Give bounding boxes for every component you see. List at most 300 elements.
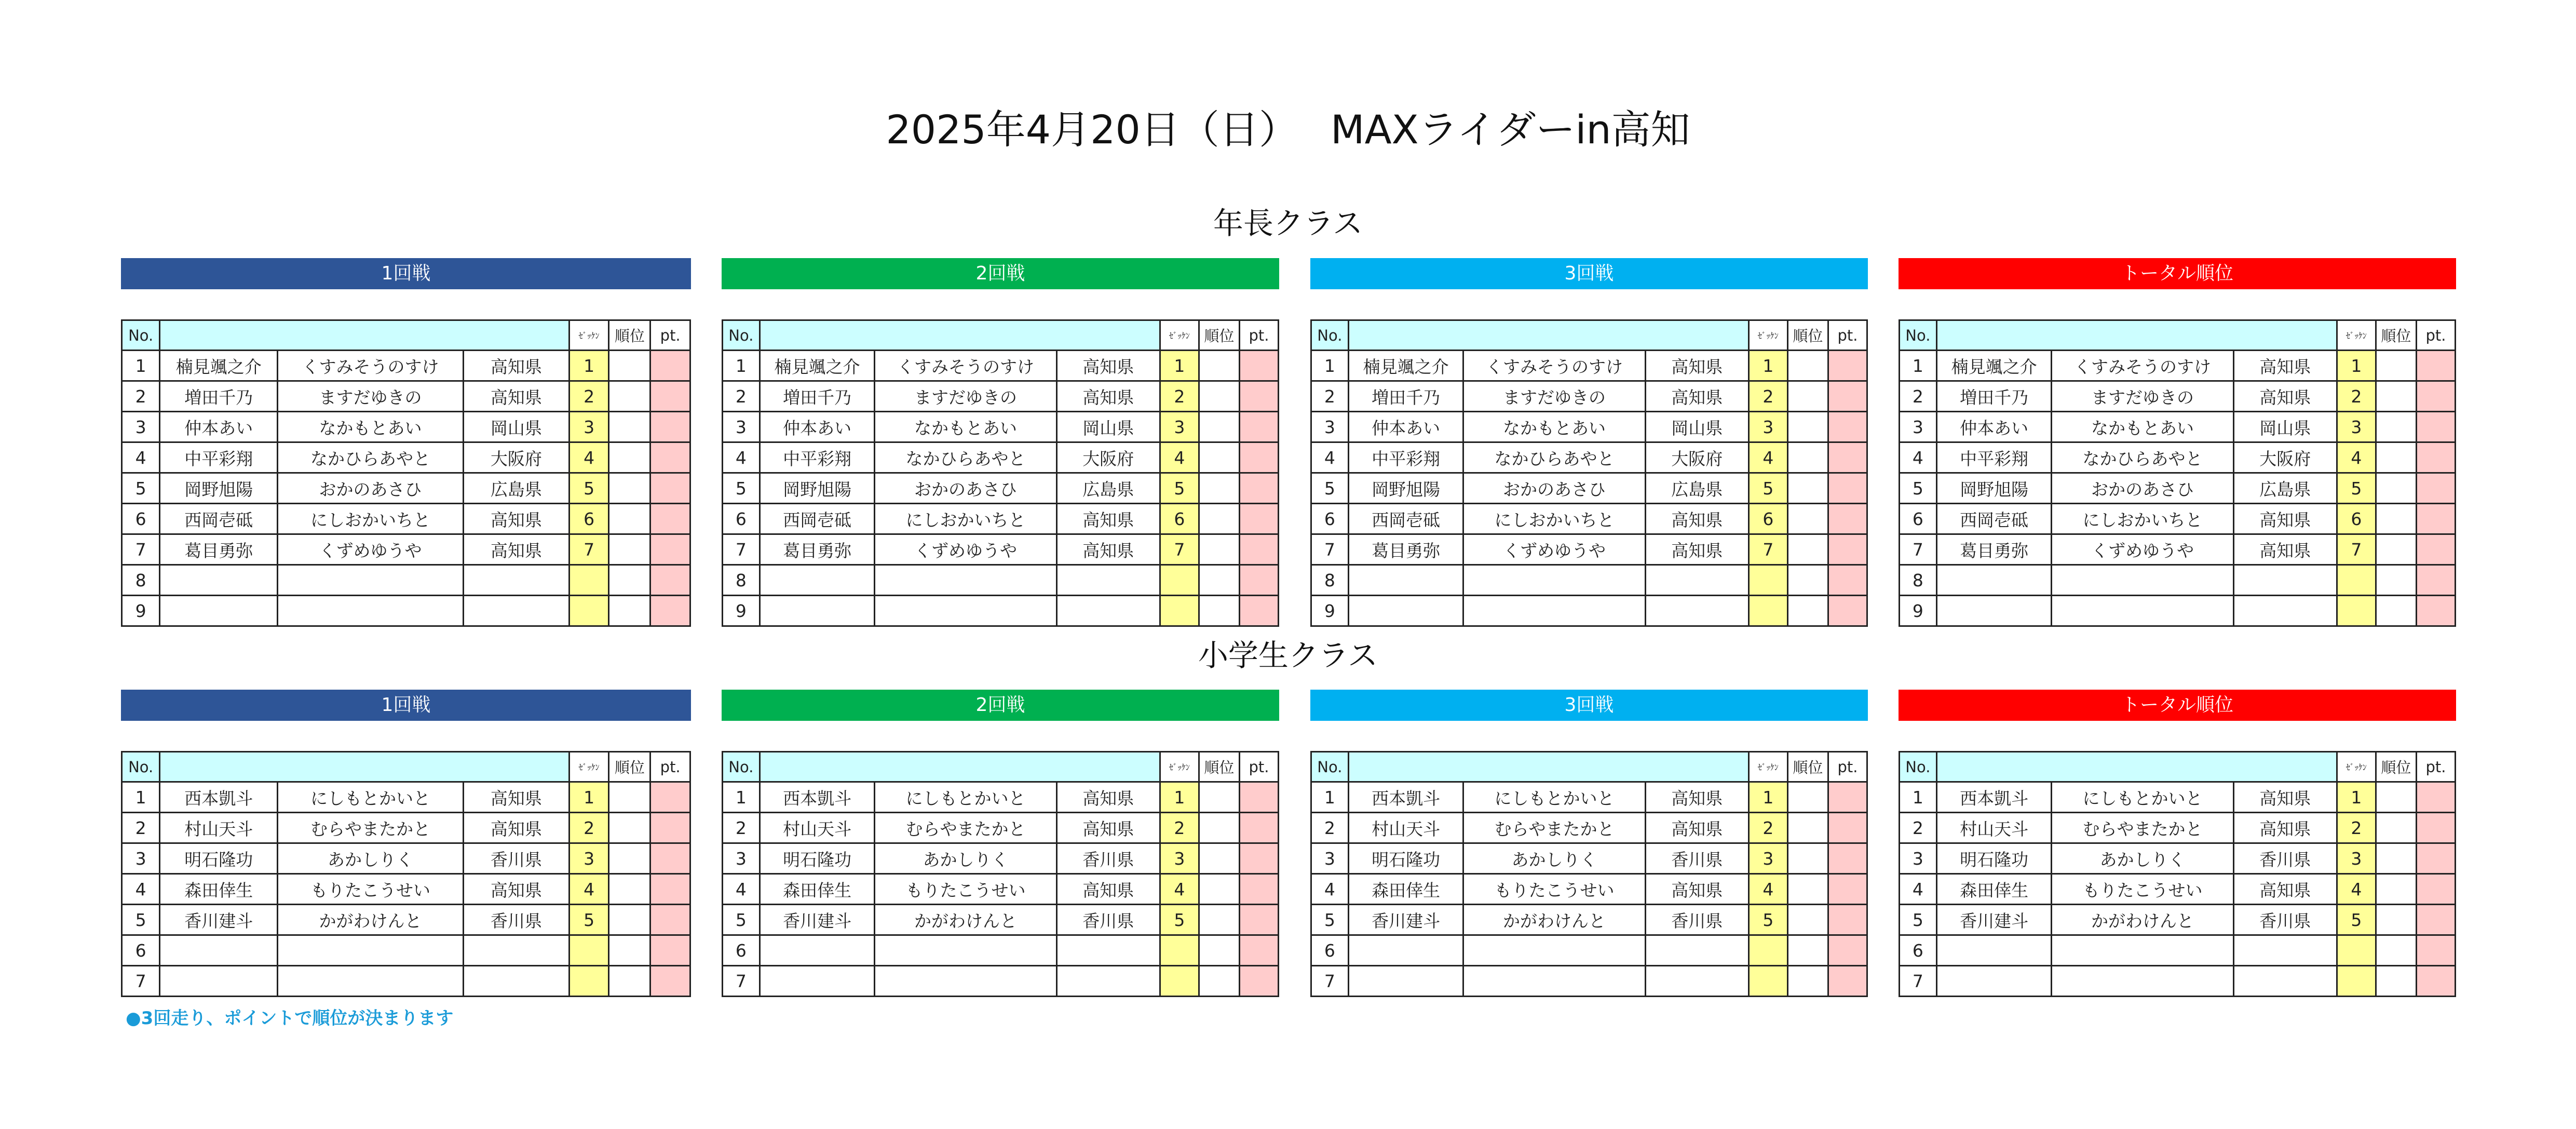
rider-rank [1199, 473, 1239, 504]
rider-kana: むらやまたかと [875, 813, 1056, 843]
rider-zekken: 4 [1748, 442, 1787, 473]
rider-rank [1787, 935, 1828, 966]
rider-name: 岡野旭陽 [1348, 473, 1463, 504]
table-row [723, 966, 1279, 997]
rider-no: 8 [1900, 565, 1937, 596]
panel-round2 [722, 690, 1279, 991]
rider-points [1828, 843, 1867, 874]
rider-prefecture: 高知県 [464, 782, 570, 813]
rider-points [650, 351, 690, 381]
table-row [1311, 534, 1867, 565]
rider-prefecture: 高知県 [464, 874, 570, 905]
rider-name: 明石隆功 [160, 843, 278, 874]
rider-points [650, 381, 690, 412]
header-pt: pt. [1828, 320, 1867, 351]
rider-zekken: 5 [1160, 905, 1199, 935]
rider-rank [1787, 596, 1828, 626]
rider-no: 1 [1311, 351, 1349, 381]
table-row [723, 412, 1279, 442]
rider-points [650, 473, 690, 504]
panel-round2 [722, 258, 1279, 621]
rider-zekken: 3 [569, 412, 609, 442]
header-name [160, 752, 569, 782]
rider-zekken: 1 [1748, 782, 1787, 813]
rider-prefecture: 高知県 [2233, 813, 2337, 843]
rider-no: 4 [723, 874, 760, 905]
table-row [1311, 813, 1867, 843]
header-rank: 順位 [1199, 752, 1239, 782]
rider-zekken: 4 [1160, 442, 1199, 473]
rider-kana: くすみそうのすけ [1463, 351, 1645, 381]
rider-prefecture: 高知県 [1645, 381, 1748, 412]
rider-kana: なかひらあやと [2052, 442, 2233, 473]
rider-zekken: 2 [1160, 813, 1199, 843]
rider-kana [875, 596, 1056, 626]
table-row [1311, 351, 1867, 381]
rider-points [1828, 874, 1867, 905]
panel-round3 [1310, 258, 1868, 621]
rider-name [1348, 565, 1463, 596]
rider-rank [1199, 905, 1239, 935]
rider-prefecture: 高知県 [1056, 504, 1160, 534]
round-header: トータル順位 [1899, 690, 2456, 721]
rider-points [2416, 966, 2455, 997]
rider-prefecture: 香川県 [1645, 843, 1748, 874]
rider-points [1239, 782, 1278, 813]
rider-kana: にしもとかいと [2052, 782, 2233, 813]
rider-name: 葛目勇弥 [1348, 534, 1463, 565]
rider-rank [2376, 596, 2416, 626]
rider-zekken: 2 [1160, 381, 1199, 412]
rider-points [1828, 351, 1867, 381]
rider-no: 2 [723, 813, 760, 843]
rider-rank [1787, 351, 1828, 381]
rider-zekken: 5 [1748, 473, 1787, 504]
header-no: No. [1311, 752, 1349, 782]
rider-kana: くずめゆうや [278, 534, 464, 565]
rider-rank [609, 473, 650, 504]
rider-no: 9 [122, 596, 160, 626]
rider-points [1239, 412, 1278, 442]
rider-rank [1787, 874, 1828, 905]
panel-round1 [121, 258, 691, 621]
results-table [1899, 319, 2456, 627]
rider-rank [2376, 381, 2416, 412]
rider-points [1239, 596, 1278, 626]
rider-points [650, 534, 690, 565]
rider-name: 西岡壱砥 [1936, 504, 2052, 534]
rider-kana: かがわけんと [2052, 905, 2233, 935]
rider-points [1828, 565, 1867, 596]
rider-no: 6 [122, 935, 160, 966]
rider-rank [2376, 442, 2416, 473]
rider-points [1239, 935, 1278, 966]
rider-name: 増田千乃 [1936, 381, 2052, 412]
rider-kana: かがわけんと [278, 905, 464, 935]
rider-zekken [2337, 966, 2376, 997]
rider-no: 7 [1311, 534, 1349, 565]
rider-name: 香川建斗 [760, 905, 875, 935]
rider-rank [609, 843, 650, 874]
rider-name [160, 966, 278, 997]
rider-prefecture [2233, 966, 2337, 997]
rider-kana [2052, 935, 2233, 966]
rider-no: 6 [1311, 935, 1349, 966]
rider-rank [1787, 442, 1828, 473]
table-row [122, 813, 690, 843]
rider-kana: くずめゆうや [1463, 534, 1645, 565]
rider-no: 9 [1900, 596, 1937, 626]
rider-no: 7 [1311, 966, 1349, 997]
rider-kana [278, 596, 464, 626]
rider-zekken: 2 [2337, 813, 2376, 843]
rider-prefecture [1056, 596, 1160, 626]
rider-no: 5 [723, 905, 760, 935]
header-zekken: ｾﾞｯｹﾝ [569, 752, 609, 782]
rider-kana: くすみそうのすけ [278, 351, 464, 381]
rider-points [1828, 813, 1867, 843]
results-table [1899, 751, 2456, 997]
rider-prefecture: 高知県 [2233, 534, 2337, 565]
results-table [722, 751, 1279, 997]
rider-points [2416, 905, 2455, 935]
rider-no: 9 [723, 596, 760, 626]
rider-no: 1 [1900, 782, 1937, 813]
rider-kana: ますだゆきの [875, 381, 1056, 412]
rider-rank [1199, 381, 1239, 412]
table-row [1900, 905, 2456, 935]
rider-points [1239, 966, 1278, 997]
rider-prefecture: 高知県 [1645, 813, 1748, 843]
rider-rank [2376, 534, 2416, 565]
rider-zekken: 3 [1160, 843, 1199, 874]
rider-name: 仲本あい [1936, 412, 2052, 442]
rider-prefecture: 高知県 [464, 351, 570, 381]
rider-prefecture [2233, 935, 2337, 966]
rider-zekken: 4 [1748, 874, 1787, 905]
rider-zekken: 3 [1160, 412, 1199, 442]
rider-rank [609, 935, 650, 966]
rider-points [1828, 596, 1867, 626]
header-zekken: ｾﾞｯｹﾝ [2337, 752, 2376, 782]
rider-no: 7 [1900, 966, 1937, 997]
rider-prefecture: 高知県 [464, 381, 570, 412]
rider-kana: おかのあさひ [875, 473, 1056, 504]
table-row [1900, 504, 2456, 534]
rider-name: 村山天斗 [160, 813, 278, 843]
rider-zekken: 5 [2337, 905, 2376, 935]
table-row [1311, 381, 1867, 412]
table-row [1900, 874, 2456, 905]
rider-zekken: 7 [1160, 534, 1199, 565]
rider-prefecture: 高知県 [1056, 351, 1160, 381]
table-row [1900, 782, 2456, 813]
rider-kana: ますだゆきの [2052, 381, 2233, 412]
rider-name [1936, 966, 2052, 997]
rider-zekken: 5 [2337, 473, 2376, 504]
rider-name: 明石隆功 [760, 843, 875, 874]
table-row [122, 473, 690, 504]
rider-kana [278, 565, 464, 596]
rider-zekken: 6 [1160, 504, 1199, 534]
rider-zekken: 1 [1748, 351, 1787, 381]
rider-no: 1 [723, 351, 760, 381]
rider-kana: ますだゆきの [278, 381, 464, 412]
header-no: No. [1311, 320, 1349, 351]
rider-name: 西本凱斗 [1936, 782, 2052, 813]
rider-prefecture: 広島県 [1645, 473, 1748, 504]
rider-points [650, 905, 690, 935]
rider-points [2416, 843, 2455, 874]
rider-points [1239, 381, 1278, 412]
rider-zekken [1748, 935, 1787, 966]
rider-rank [609, 381, 650, 412]
table-row [1311, 412, 1867, 442]
table-row [723, 905, 1279, 935]
rider-name: 中平彩翔 [760, 442, 875, 473]
rider-rank [2376, 874, 2416, 905]
rider-points [1239, 874, 1278, 905]
rider-name: 中平彩翔 [160, 442, 278, 473]
rider-prefecture: 香川県 [2233, 843, 2337, 874]
rider-points [650, 442, 690, 473]
table-row [1311, 874, 1867, 905]
rider-prefecture: 岡山県 [1056, 412, 1160, 442]
rider-rank [1199, 813, 1239, 843]
rider-rank [609, 351, 650, 381]
table-row [122, 596, 690, 626]
rider-points [1239, 905, 1278, 935]
panel-total [1899, 690, 2456, 991]
rider-no: 7 [723, 966, 760, 997]
rider-no: 4 [1311, 442, 1349, 473]
rider-prefecture [2233, 596, 2337, 626]
rider-no: 6 [122, 504, 160, 534]
rider-prefecture: 岡山県 [2233, 412, 2337, 442]
rider-kana: おかのあさひ [2052, 473, 2233, 504]
rider-prefecture: 香川県 [464, 905, 570, 935]
rider-kana: もりたこうせい [278, 874, 464, 905]
rider-kana: くずめゆうや [875, 534, 1056, 565]
rider-rank [1199, 596, 1239, 626]
rider-zekken [1748, 966, 1787, 997]
rider-name [160, 596, 278, 626]
rider-name [760, 565, 875, 596]
table-row [723, 935, 1279, 966]
table-row [1311, 442, 1867, 473]
rider-no: 3 [723, 412, 760, 442]
rider-rank [1787, 473, 1828, 504]
rider-kana: かがわけんと [1463, 905, 1645, 935]
table-row [1311, 843, 1867, 874]
rider-prefecture: 広島県 [2233, 473, 2337, 504]
rider-prefecture [464, 935, 570, 966]
rider-name [1348, 966, 1463, 997]
table-row [122, 565, 690, 596]
round-header: 3回戦 [1310, 258, 1868, 289]
rider-rank [609, 412, 650, 442]
header-zekken: ｾﾞｯｹﾝ [1748, 752, 1787, 782]
rider-name: 楠見颯之介 [1936, 351, 2052, 381]
header-pt: pt. [650, 752, 690, 782]
rider-kana [875, 966, 1056, 997]
table-row [122, 782, 690, 813]
results-table [722, 319, 1279, 627]
header-pt: pt. [2416, 320, 2455, 351]
rider-rank [1199, 412, 1239, 442]
rider-kana: もりたこうせい [1463, 874, 1645, 905]
rider-points [1828, 442, 1867, 473]
rider-no: 5 [1900, 473, 1937, 504]
rider-rank [1787, 966, 1828, 997]
table-row [1900, 966, 2456, 997]
round-header: 1回戦 [121, 690, 691, 721]
rider-zekken: 1 [569, 782, 609, 813]
rider-no: 2 [723, 381, 760, 412]
rider-zekken: 3 [2337, 412, 2376, 442]
rider-name: 葛目勇弥 [1936, 534, 2052, 565]
rider-name: 村山天斗 [760, 813, 875, 843]
rider-points [650, 966, 690, 997]
rider-rank [1787, 813, 1828, 843]
rider-zekken: 5 [1748, 905, 1787, 935]
rider-name: 岡野旭陽 [160, 473, 278, 504]
rider-prefecture [1056, 565, 1160, 596]
rider-prefecture: 広島県 [1056, 473, 1160, 504]
rider-name: 西本凱斗 [760, 782, 875, 813]
rider-prefecture: 高知県 [2233, 874, 2337, 905]
table-row [122, 412, 690, 442]
rider-kana: もりたこうせい [875, 874, 1056, 905]
rider-no: 7 [723, 534, 760, 565]
rider-zekken [569, 935, 609, 966]
rider-no: 9 [1311, 596, 1349, 626]
rider-zekken: 2 [2337, 381, 2376, 412]
rider-rank [1787, 905, 1828, 935]
rider-kana [278, 935, 464, 966]
panel-total [1899, 258, 2456, 621]
table-row [723, 813, 1279, 843]
panel-round1 [121, 690, 691, 991]
rider-points [2416, 782, 2455, 813]
rider-rank [1199, 782, 1239, 813]
rider-kana: なかもとあい [278, 412, 464, 442]
rider-name: 森田倖生 [760, 874, 875, 905]
rider-name: 村山天斗 [1936, 813, 2052, 843]
rider-no: 1 [122, 782, 160, 813]
rider-points [2416, 412, 2455, 442]
rider-points [2416, 381, 2455, 412]
rider-zekken [1160, 565, 1199, 596]
rider-points [1239, 565, 1278, 596]
rider-prefecture: 高知県 [1645, 351, 1748, 381]
header-pt: pt. [1828, 752, 1867, 782]
rider-no: 5 [1311, 905, 1349, 935]
rider-kana: おかのあさひ [1463, 473, 1645, 504]
rider-prefecture: 高知県 [1645, 874, 1748, 905]
rider-kana: なかひらあやと [278, 442, 464, 473]
rider-prefecture: 香川県 [464, 843, 570, 874]
rider-prefecture: 香川県 [1645, 905, 1748, 935]
rider-rank [1787, 381, 1828, 412]
rider-rank [1199, 351, 1239, 381]
table-row [723, 534, 1279, 565]
table-row [1311, 565, 1867, 596]
rider-zekken: 7 [1748, 534, 1787, 565]
rider-zekken [1160, 935, 1199, 966]
rider-rank [2376, 782, 2416, 813]
header-rank: 順位 [609, 752, 650, 782]
rider-name: 香川建斗 [160, 905, 278, 935]
rider-prefecture: 大阪府 [464, 442, 570, 473]
header-no: No. [122, 752, 160, 782]
rider-rank [1787, 412, 1828, 442]
rider-kana: なかもとあい [2052, 412, 2233, 442]
rider-name: 増田千乃 [1348, 381, 1463, 412]
table-row [122, 351, 690, 381]
table-row [1311, 504, 1867, 534]
table-row [1900, 565, 2456, 596]
rider-no: 2 [122, 381, 160, 412]
rider-name: 仲本あい [760, 412, 875, 442]
table-row [122, 935, 690, 966]
rider-points [1828, 504, 1867, 534]
rider-rank [1787, 782, 1828, 813]
rider-rank [2376, 565, 2416, 596]
rider-points [1828, 473, 1867, 504]
rider-rank [609, 874, 650, 905]
rider-name: 増田千乃 [160, 381, 278, 412]
rider-zekken: 2 [1748, 813, 1787, 843]
rider-no: 3 [1311, 412, 1349, 442]
rider-no: 5 [1311, 473, 1349, 504]
rider-rank [1787, 534, 1828, 565]
rider-no: 6 [723, 504, 760, 534]
rider-no: 6 [723, 935, 760, 966]
class-title-shogaku: 小学生クラス [1198, 638, 1378, 673]
rider-zekken: 6 [569, 504, 609, 534]
table-row [723, 473, 1279, 504]
rider-prefecture [1645, 966, 1748, 997]
rider-rank [1199, 935, 1239, 966]
rider-prefecture: 高知県 [2233, 381, 2337, 412]
rider-rank [1199, 874, 1239, 905]
rider-name: 楠見颯之介 [160, 351, 278, 381]
rider-kana [2052, 596, 2233, 626]
rider-kana: にしおかいちと [278, 504, 464, 534]
rider-rank [2376, 351, 2416, 381]
rider-zekken [1160, 596, 1199, 626]
rider-zekken: 3 [569, 843, 609, 874]
rider-zekken: 7 [2337, 534, 2376, 565]
table-row [122, 381, 690, 412]
header-no: No. [723, 320, 760, 351]
rider-kana: あかしりく [875, 843, 1056, 874]
round-header: 2回戦 [722, 690, 1279, 721]
rider-points [650, 813, 690, 843]
rider-name: 明石隆功 [1936, 843, 2052, 874]
rider-points [1828, 534, 1867, 565]
rider-prefecture: 高知県 [464, 504, 570, 534]
rider-name: 葛目勇弥 [160, 534, 278, 565]
rider-points [1828, 935, 1867, 966]
rider-kana [2052, 565, 2233, 596]
rider-rank [609, 905, 650, 935]
rider-points [2416, 534, 2455, 565]
rider-zekken: 5 [1160, 473, 1199, 504]
rider-no: 3 [1900, 843, 1937, 874]
page-title: 2025年4月20日（日） MAXライダーin高知 [886, 106, 1690, 153]
